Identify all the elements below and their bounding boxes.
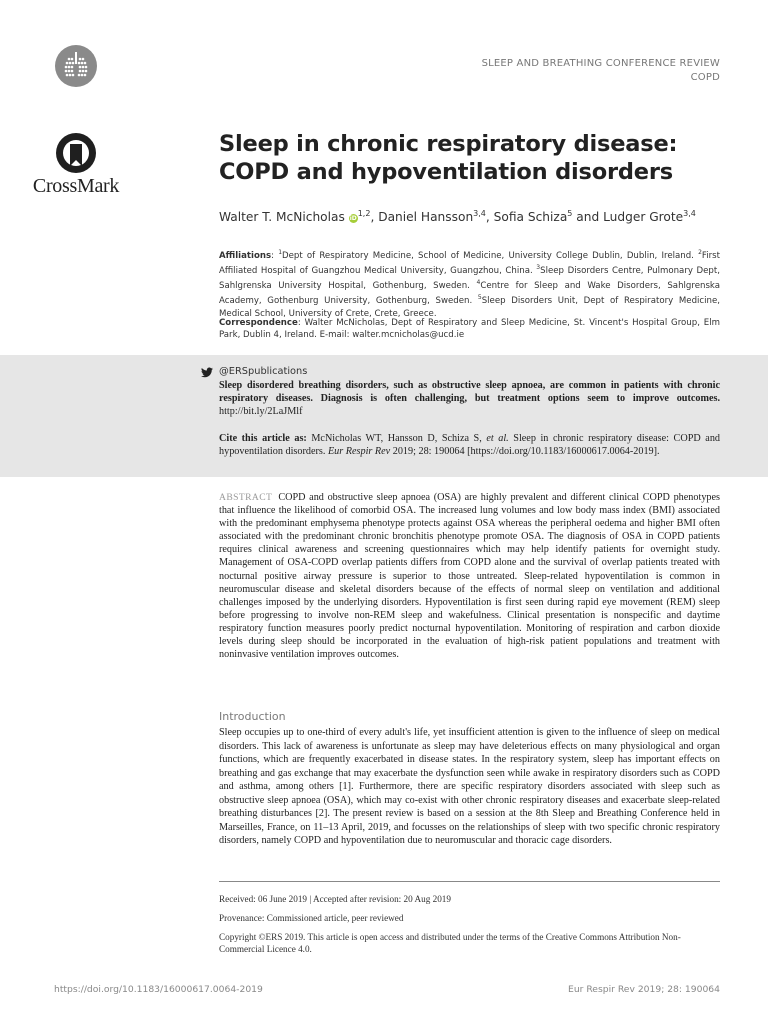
correspondence: Correspondence: Walter McNicholas, Dept of Respiratory and Sleep Medicine, St. Vincent's Hospital Group, Elm Park, Dublin 4, Ireland. E-mail: walter.mcnicholas@ucd.ie [219, 318, 720, 341]
affiliation-sup: 4 [476, 279, 481, 287]
series-subject: COPD [690, 72, 720, 83]
tweet-text [219, 379, 720, 418]
author-name[interactable]: Ludger Grote [603, 210, 684, 225]
title-line-2: COPD and hypoventilation disorders [219, 159, 673, 185]
affiliation-text: Centre for Sleep and Wake Disorders, Sahlgrenska Academy, Gothenburg University, Gothenburg, Sweden. [219, 281, 721, 307]
affiliation-text: First Affiliated Hospital of Guangzhou Medical University, Guangzhou, China. [219, 250, 720, 277]
cite-label: Cite this article as: [219, 433, 307, 444]
provenance: Provenance: Commissioned article, peer reviewed [219, 913, 404, 923]
author-sup: 3,4 [683, 209, 696, 218]
orcid-icon[interactable]: iD [349, 215, 357, 223]
affiliations: Affiliations: $^1$Dept of Respiratory Medicine, School of Medicine, University College Dublin, Dublin, Ireland. $^2$First Affiliated Hospital of Guangzhou Medical University, Guangzhou, China. $^3$Sleep Disorders Centre, Pulmonary Dept, Sahlgrenska University Hospital, Gothenburg, Sweden. $^4$Centre for Sleep and Wake Disorders, Sahlgrenska Academy, Gothenburg University, Gothenburg, Sweden. $^5$Sleep Disorders Unit, Dept of Respiratory Medicine, Medical School, University of Crete, Crete, Greece. [219, 249, 721, 319]
correspondence-label: Correspondence [219, 318, 298, 328]
introduction-body: Sleep occupies up to one-third of every adult's life, yet insufficient attention is given to the influence of sleep on medical disorders. This lack of awareness is unfortunate as sleep may have deleterious effects on many physiological and organ functions, which are frequently exacerbated in disease states. In the respiratory system, sleep has important effects on breathing and gas exchange that may exacerbate the dysfunction seen while awake in respiratory disorders such as COPD and asthma, among others [1]. Furthermore, there are specific respiratory disorders associated with sleep such as obstructive sleep apnoea (OSA), which may co-exist with other chronic respiratory diseases and exacerbate sleep-related breathing disturbances [2]. The present review is based on a session at the 8th Sleep and Breathing Conference held in Marseilles, France, on 11–13 April, 2019, and focusses on the relationships of sleep with two specific chronic respiratory disorders, namely COPD and hypoventilation due to neuromuscular and thoracic cage disorders. [219, 727, 720, 846]
cite-et-al: et al. [486, 433, 509, 444]
title-line-1: Sleep in chronic respiratory disease: [219, 131, 678, 157]
affiliation-sup: 1 [278, 249, 283, 256]
series-title: SLEEP AND BREATHING CONFERENCE REVIEW [481, 58, 720, 69]
affiliation-text: Sleep Disorders Unit, Dept of Respiratory Medicine, Medical School, University of Crete, Crete, Greece. [219, 296, 720, 319]
affiliation-sup: 2 [698, 249, 702, 256]
affiliation-sup: 5 [477, 294, 482, 302]
tweet-body: Sleep disordered breathing disorders, such as obstructive sleep apnoea, are common in patients with chronic respiratory diseases. Diagnosis is often challenging, but treatment options seem to improve outcomes. [219, 380, 720, 404]
abstract-text: COPD and obstructive sleep apnoea (OSA) are highly prevalent and different clinical COPD phenotypes that influence the likelihood of comorbid OSA. The increased lung volumes and low body mass index (BMI) associated with the predominant emphysema phenotype protects against OSA whereas the peripheral oedema and higher BMI often associated with the predominant chronic bronchitis phenotype promote OSA. The diagnosis of OSA in COPD patients requires clinical awareness and screening questionnaires which may help identify patients for overnight study. Management of OSA-COPD overlap patients differs from COPD alone and the survival of overlap patients treated with nocturnal positive airway pressure is superior to those untreated. Sleep-related hypoventilation is common in neuromuscular disease and skeletal disorders because of the effects of normal sleep on ventilation and additional challenges imposed by the underlying disorders. Hypoventilation is first seen during rapid eye movement (REM) sleep before progressing to involve non-REM sleep and wakefulness. Clinical presentation is nonspecific and daytime respiratory function measures poorly predict nocturnal hypoventilation. Monitoring of respiration and carbon dioxide levels during sleep should be incorporated in the evaluation of high-risk patient populations and treatment with noninvasive ventilation improves outcomes. [219, 492, 720, 661]
author-name[interactable]: Walter T. McNicholas [219, 210, 345, 225]
divider [219, 881, 720, 882]
author-name[interactable]: Sofia Schiza [493, 210, 568, 225]
series-header [482, 57, 720, 85]
author-name[interactable]: Daniel Hansson [378, 210, 474, 225]
cite-details[interactable]: 2019; 28: 190064 [https://doi.org/10.1183/16000617.0064-2019]. [392, 446, 660, 457]
affiliation-text: Sleep Disorders Centre, Pulmonary Dept, Sahlgrenska University Hospital, Gothenburg, Sweden. [219, 266, 720, 292]
abstract-label: ABSTRACT [219, 492, 273, 503]
cite-title: Sleep in chronic respiratory disease: COPD and hypoventilation disorders. [219, 433, 721, 457]
article-title [219, 130, 739, 186]
author-sup: 5 [567, 209, 573, 218]
author-sup: 1,2 [357, 209, 371, 218]
author-sup: 3,4 [473, 209, 486, 218]
ers-logo-icon [54, 44, 98, 88]
footer-journal-ref: Eur Respir Rev 2019; 28: 190064 [568, 984, 720, 995]
abstract [219, 491, 720, 661]
affiliation-text: Dept of Respiratory Medicine, School of Medicine, University College Dublin, Dublin, Ireland. [282, 250, 694, 261]
cite-journal: Eur Respir Rev [327, 446, 391, 457]
correspondence-text: Walter McNicholas, Dept of Respiratory and Sleep Medicine, St. Vincent's Hospital Group, Elm Park, Dublin 4, Ireland. E-mail: walter.mcnicholas@ucd.ie [219, 318, 720, 341]
affiliations-label: Affiliations [219, 250, 272, 261]
twitter-icon[interactable] [201, 367, 213, 378]
cite-authors: McNicholas WT, Hansson D, Schiza S, [311, 433, 482, 444]
received-dates: Received: 06 June 2019 | Accepted after revision: 20 Aug 2019 [219, 894, 451, 904]
section-heading-introduction: Introduction [219, 710, 286, 723]
tweet-link[interactable]: http://bit.ly/2LaJMlf [219, 406, 303, 417]
citation [219, 432, 720, 458]
twitter-handle[interactable]: @ERSpublications [219, 366, 308, 377]
footer-doi[interactable]: https://doi.org/10.1183/16000617.0064-2019 [54, 984, 263, 995]
crossmark-label: CrossMark [32, 175, 120, 197]
copyright-notice: Copyright ©ERS 2019. This article is open access and distributed under the terms of the Creative Commons Attribution Non-Commercial Licence 4.0. [219, 932, 681, 954]
author-list: Walter T. McNicholas iD$^{1,2}$, Daniel Hansson$^{3,4}$, Sofia Schiza$^5$ and Ludger Grote$^{3,4}$ [219, 209, 696, 225]
affiliation-sup: 3 [536, 264, 541, 272]
